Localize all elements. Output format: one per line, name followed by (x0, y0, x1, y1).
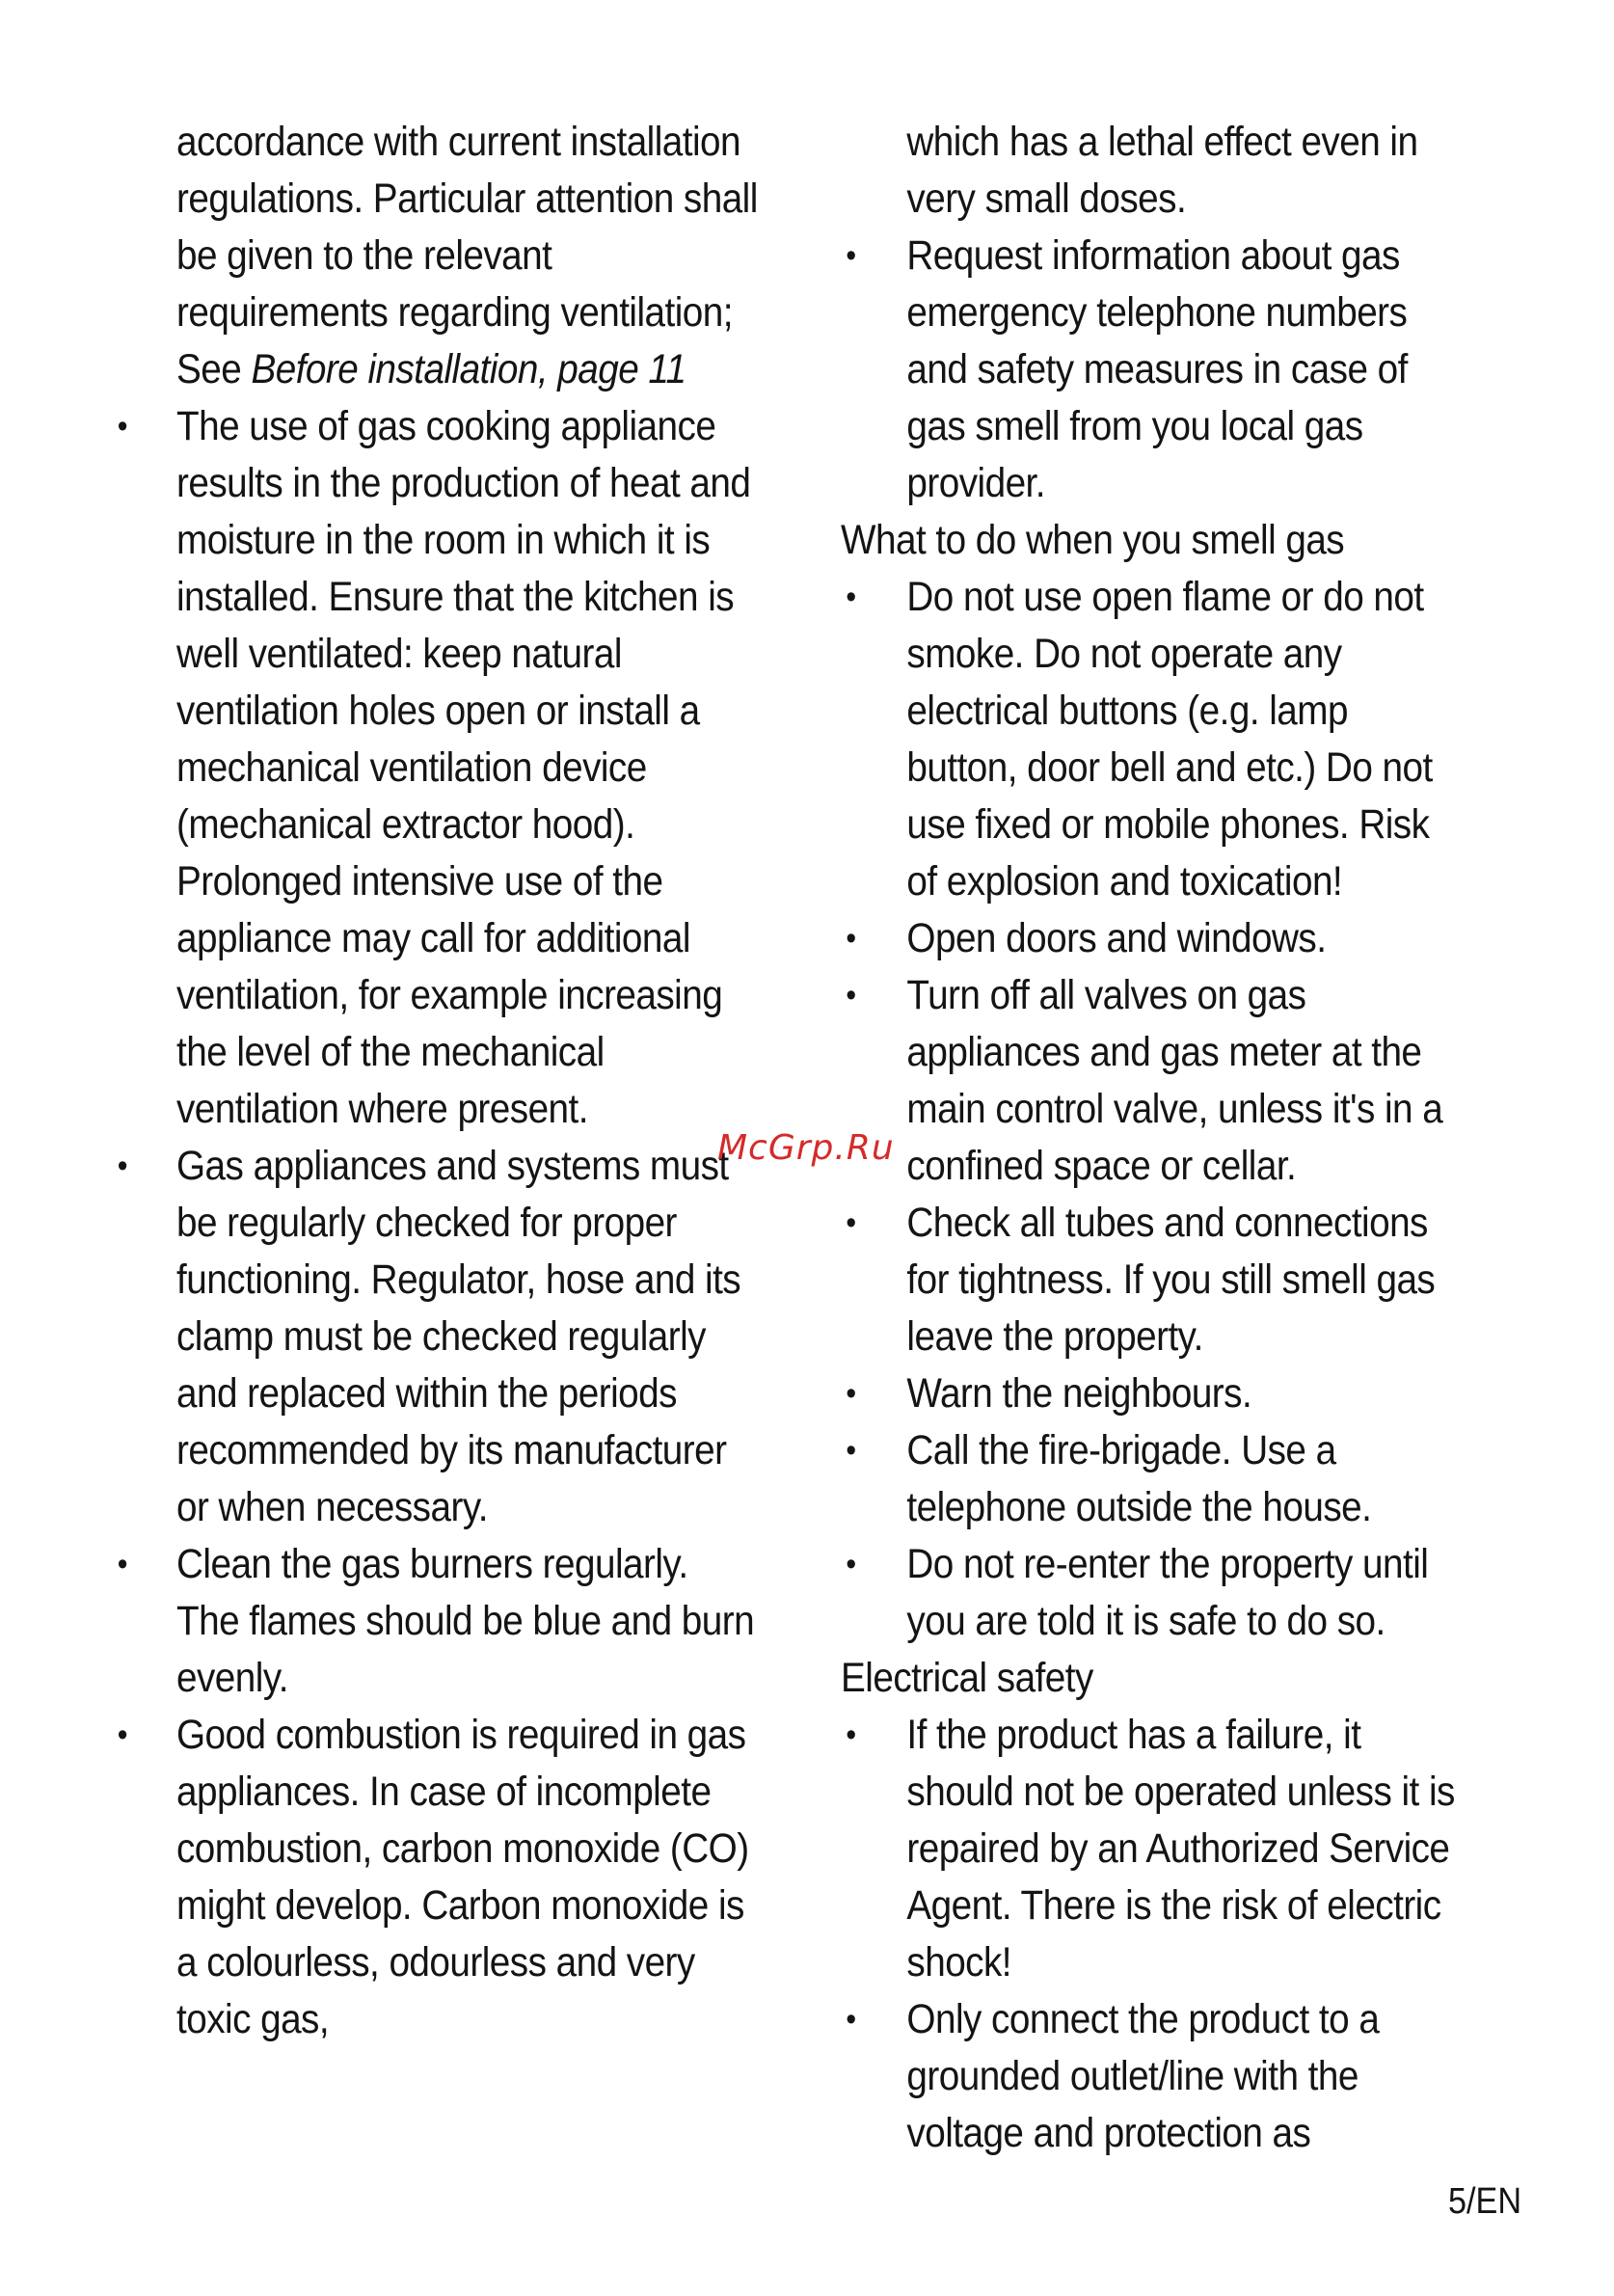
list-item (841, 1707, 1467, 1991)
list-item (841, 1991, 1467, 2162)
list-item-text: Clean the gas burners regularly. The flames should be blue and burn evenly. (176, 1541, 755, 1701)
page-number: 5/EN (1448, 2181, 1522, 2222)
list-item-text: Request information about gas emergency telephone numbers and safety measures in case of gas smell from you local gas provider. (906, 232, 1408, 506)
list-item (841, 569, 1467, 910)
bullet-icon: • (117, 408, 127, 445)
bullet-icon: • (846, 579, 856, 615)
list-item-text: Do not use open flame or do not smoke. Do not operate any electrical buttons (e.g. lamp button, door bell and etc.) Do not use fixed or mobile phones. Risk of explosion and toxication! (906, 574, 1433, 905)
page-reference: Before installation, page 11 (251, 346, 686, 392)
list-item (841, 910, 1467, 967)
bullet-icon: • (846, 1716, 856, 1753)
list-item (841, 967, 1467, 1195)
bullet-icon: • (846, 977, 856, 1013)
list-item-text: If the product has a failure, it should not be operated unless it is repaired by an Authorized Service Agent. There is the risk of electric shock! (906, 1712, 1455, 1985)
bullet-icon: • (846, 1375, 856, 1412)
watermark: McGrp.Ru (717, 1128, 895, 1168)
bullet-icon: • (846, 1546, 856, 1582)
left-continuation-text: accordance with current installation regulations. Particular attention shall be given to the relevant requirements regarding ventilation; See (176, 119, 758, 392)
section-heading-electrical-safety: Electrical safety (841, 1655, 1093, 1701)
bullet-icon: • (117, 1148, 127, 1184)
list-item (841, 1365, 1467, 1422)
list-item-text: The use of gas cooking appliance results in the production of heat and moisture in the room in which it is installed. Ensure that the kitchen is well ventilated: keep natural ventilation holes open or install a mechanical ventilation device (mechanical extractor hood). Prolonged intensive use of the appliance may call for additional ventilation, for example increasing the level of the mechanical ventilation where present. (176, 403, 751, 1132)
section-heading-smell-gas: What to do when you smell gas (841, 517, 1345, 563)
list-item (841, 1422, 1467, 1536)
right-continuation-text: which has a lethal effect even in very small doses. (906, 119, 1418, 222)
bullet-icon: • (846, 237, 856, 274)
right-column (841, 114, 1467, 2162)
list-item (117, 398, 760, 1138)
left-column (117, 114, 760, 2048)
bullet-icon: • (117, 1546, 127, 1582)
list-item (841, 1195, 1467, 1365)
list-item-text: Do not re-enter the property until you are told it is safe to do so. (906, 1541, 1429, 1644)
list-item (841, 1536, 1467, 1650)
list-item-text: Warn the neighbours. (906, 1370, 1252, 1417)
list-item (117, 1138, 760, 1536)
list-item (117, 1707, 760, 2048)
list-item-text: Gas appliances and systems must be regularly checked for proper functioning. Regulator, hose and its clamp must be checked regularly and replaced within the periods recommended by its manufacturer or when necessary. (176, 1143, 741, 1530)
list-item-text: Only connect the product to a grounded outlet/line with the voltage and protection as (906, 1996, 1380, 2156)
list-item-text: Call the fire-brigade. Use a telephone outside the house. (906, 1427, 1372, 1530)
list-item-text: Good combustion is required in gas appliances. In case of incomplete combustion, carbon monoxide (CO) might develop. Carbon monoxide is a colourless, odourless and very toxic gas, (176, 1712, 749, 2042)
bullet-icon: • (117, 1716, 127, 1753)
list-item (117, 1536, 760, 1707)
bullet-icon: • (846, 1204, 856, 1241)
left-continuation-paragraph (176, 114, 760, 398)
list-item-text: Turn off all valves on gas appliances and gas meter at the main control valve, unless it's in a confined space or cellar. (906, 972, 1443, 1189)
bullet-icon: • (846, 2001, 856, 2038)
list-item (841, 228, 1467, 512)
bullet-icon: • (846, 1432, 856, 1469)
list-item-text: Check all tubes and connections for tightness. If you still smell gas leave the property. (906, 1200, 1436, 1360)
list-item-text: Open doors and windows. (906, 915, 1327, 961)
bullet-icon: • (846, 920, 856, 957)
